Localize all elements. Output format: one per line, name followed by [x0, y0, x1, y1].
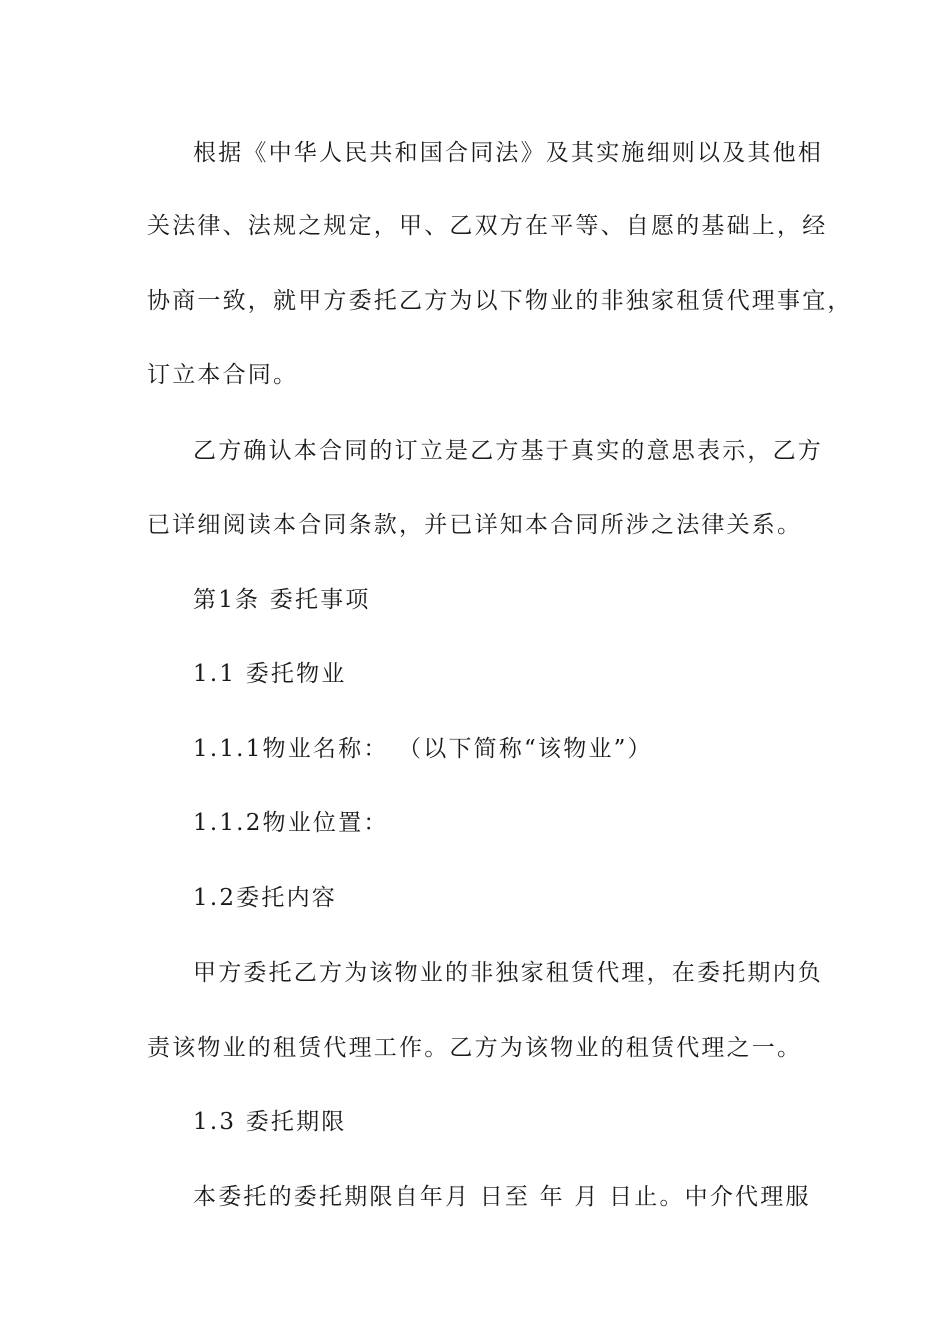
- paragraph-line: 乙方确认本合同的订立是乙方基于真实的意思表示，乙方: [193, 438, 823, 464]
- paragraph-line: 订立本合同。: [147, 362, 299, 388]
- paragraph-line: 责该物业的租赁代理工作。乙方为该物业的租赁代理之一。: [147, 1035, 803, 1061]
- subsection-heading: 1.3 委托期限: [193, 1109, 347, 1135]
- subsection-heading: 1.2委托内容: [193, 885, 337, 911]
- section-heading: 第1条 委托事项: [193, 587, 371, 613]
- subsection-heading: 1.1 委托物业: [193, 661, 347, 687]
- clause-line: 1.1.1物业名称： （以下简称“该物业”）: [193, 736, 653, 762]
- paragraph-line: 协商一致，就甲方委托乙方为以下物业的非独家租赁代理事宜，: [147, 288, 853, 314]
- clause-line: 1.1.2物业位置：: [193, 810, 389, 836]
- paragraph-line: 关法律、法规之规定，甲、乙双方在平等、自愿的基础上，经: [147, 213, 828, 239]
- paragraph-line: 根据《中华人民共和国合同法》及其实施细则以及其他相: [193, 140, 823, 166]
- paragraph-line: 甲方委托乙方为该物业的非独家租赁代理，在委托期内负: [193, 960, 823, 986]
- paragraph-line: 本委托的委托期限自年月 日至 年 月 日止。中介代理服: [193, 1184, 811, 1210]
- paragraph-line: 已详细阅读本合同条款，并已详知本合同所涉之法律关系。: [147, 512, 803, 538]
